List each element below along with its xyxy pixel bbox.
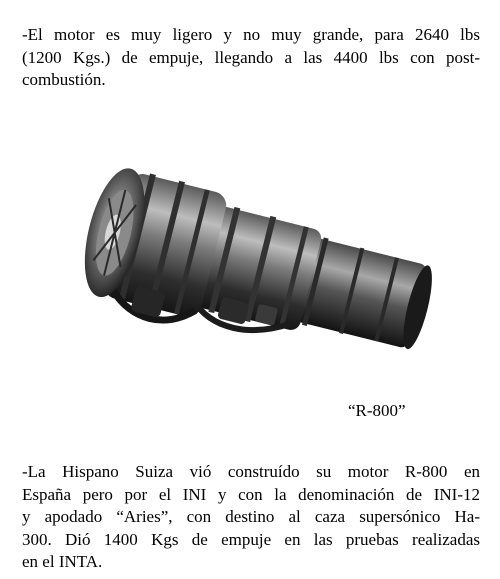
history-line-1: -La Hispano Suiza vió construído su motor R-800 en <box>22 462 480 481</box>
figure-caption: “R-800” <box>348 401 406 420</box>
history-line-4: 300. Dió 1400 Kgs de empuje en las pruebas realizadas <box>22 529 480 549</box>
history-paragraph <box>22 461 480 574</box>
history-line-5: en el INTA. <box>22 552 103 571</box>
intro-line-3: combustión. <box>22 70 106 89</box>
intro-line-1: -El motor es muy ligero y no muy grande, para 2640 lbs <box>22 25 480 44</box>
history-line-2: España pero por el INI y con la denominación de INI-12 <box>22 484 480 504</box>
history-line-3: y apodado “Aries”, con destino al caza supersónico Ha- <box>22 507 480 526</box>
intro-line-2: (1200 Kgs.) de empuje, llegando a las 4400 lbs con post- <box>22 47 480 67</box>
intro-paragraph <box>22 24 480 92</box>
engine-photo <box>52 163 452 375</box>
